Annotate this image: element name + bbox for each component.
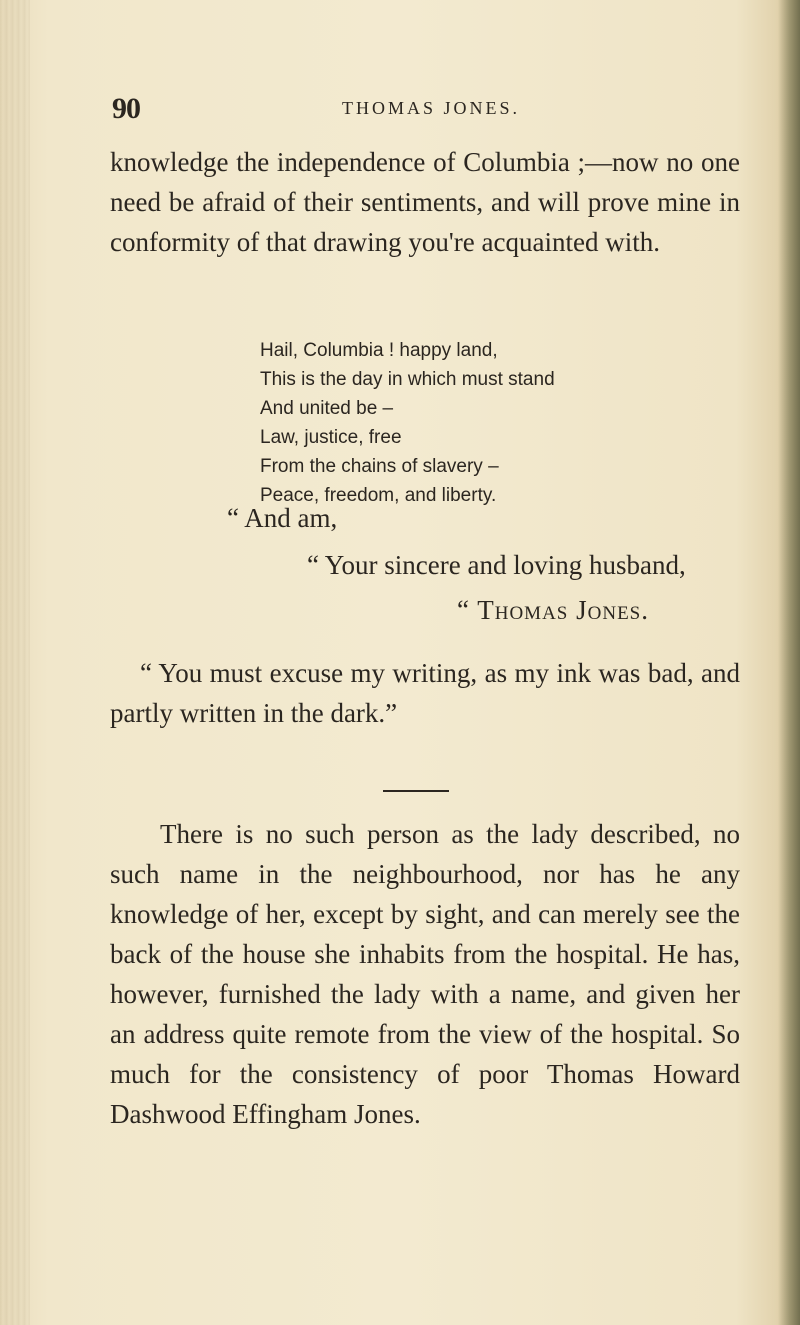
poem-line: Peace, freedom, and liberty. [260,485,497,506]
paragraph-2: “ You must excuse my writing, as my ink was bad, and partly written in the dark.” [110,658,740,728]
paragraph-3: There is no such person as the lady described, no such name in the neighbourhood, nor has he any knowledge of her, except by sight, and can merely see the back of the house she inhabits from the hospital. He has, however, furnished the lady with a name, and given her an address quite remote from the view of the hospital. So much for the consistency of poor Thomas Howard Dashwood Effingham Jones. [110,819,740,1129]
poem-line: And united be – [260,398,394,419]
paragraph-1: knowledge the independence of Columbia ;—now no one need be afraid of their sentiments, and will prove mine in conformity of that drawing you're acquainted with. [110,147,740,257]
page-header [112,92,712,132]
signoff-signature: “ Thomas Jones. [457,595,649,625]
poem-line: From the chains of slavery – [260,456,499,477]
section-divider [383,790,449,792]
running-head: THOMAS JONES. [342,98,521,118]
page-gutter-shadow [0,0,30,1325]
signoff-line-1: “ And am, [227,503,338,533]
poem-line: Law, justice, free [260,427,402,448]
poem-line: Hail, Columbia ! happy land, [260,340,498,361]
signoff-line-2: “ Your sincere and loving husband, [307,550,686,580]
page-number: 90 [112,92,140,125]
poem-line: This is the day in which must stand [260,369,555,390]
page-edge-shadow [778,0,800,1325]
poem [260,336,555,510]
